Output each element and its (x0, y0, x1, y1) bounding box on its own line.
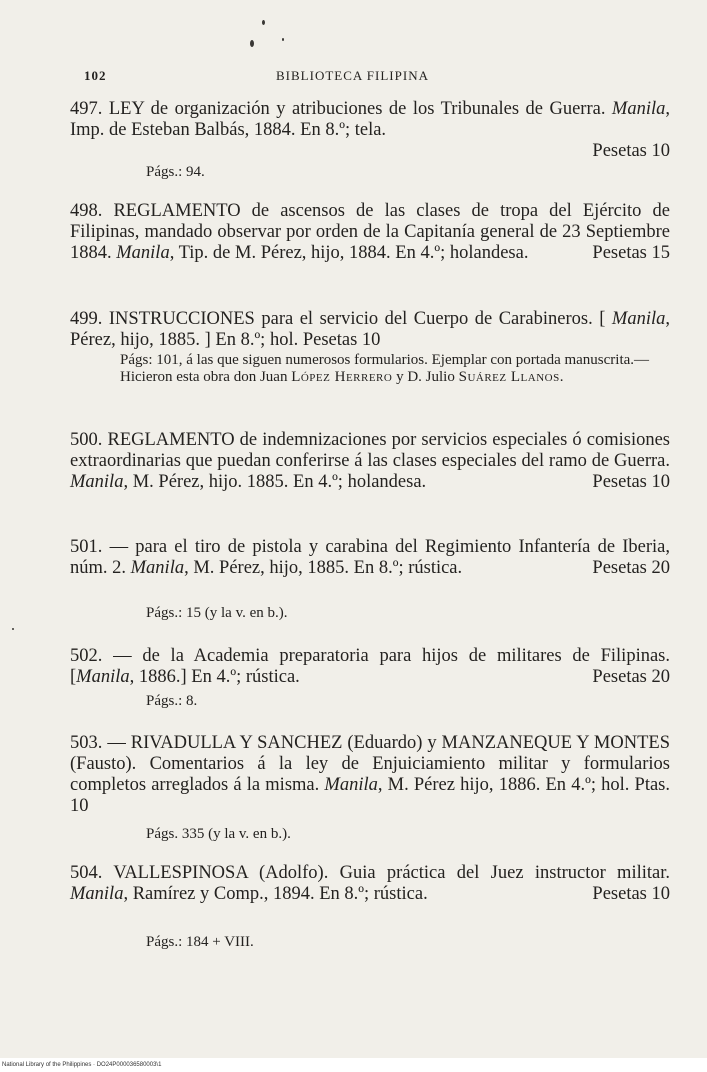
entry-price: Pesetas 10 (592, 472, 670, 492)
catalog-entry-500 (70, 430, 670, 493)
entry-imprint: , M. Pérez, hijo, 1885. En 8.º; rústica. (184, 558, 463, 578)
entry-imprint: , 1886.] En 4.º; rústica. (129, 667, 300, 687)
entry-place: Manila (130, 558, 185, 578)
entry-note (120, 352, 670, 386)
entry-number: 499. (70, 309, 103, 329)
entry-number: 504. (70, 863, 103, 883)
note-author: López Herrero (291, 369, 393, 385)
entry-place: Manila (70, 884, 124, 904)
note-text: Págs: 101, á las que siguen numerosos formularios. Ejemplar con portada manuscrita.—Hicieron esta obra don Juan (120, 352, 650, 385)
catalog-entry-499 (70, 309, 670, 351)
entry-place: Manila (70, 472, 124, 492)
note-author: Suárez Llanos (458, 369, 560, 385)
entry-place: Manila (76, 667, 130, 687)
entry-place: Manila (324, 775, 378, 795)
entry-imprint: , M. Pérez hijo, 1886. En 4.º; hol. Ptas. 10 (70, 775, 671, 816)
entry-number: 502. (70, 646, 103, 666)
entry-number: 500. (70, 430, 103, 450)
entry-text: — de la Academia preparatoria para hijos de militares de Filipinas. [ (70, 646, 670, 687)
note-text: y D. Julio (392, 369, 459, 385)
entry-imprint: , Ramírez y Comp., 1894. En 8.º; rústica. (123, 884, 428, 904)
entry-price: Pesetas 10 (592, 884, 670, 904)
ink-speck (12, 628, 14, 630)
entry-place: Manila (611, 309, 666, 329)
note-text: . (559, 369, 564, 385)
catalog-entry-498 (70, 201, 670, 264)
ink-speck (262, 20, 265, 25)
entry-price: Pesetas 20 (592, 558, 670, 578)
catalog-entry-501 (70, 537, 670, 579)
entry-price: Pesetas 10 (592, 141, 670, 161)
entry-text: REGLAMENTO de indemnizaciones por servicios especiales ó comisiones extraordinarias que puedan conferirse á las clases especiales del ramo de Guerra. (70, 430, 670, 471)
entry-imprint: , M. Pérez, hijo. 1885. En 4.º; holandesa. (123, 472, 427, 492)
entry-price: Pesetas 15 (592, 243, 670, 263)
catalog-entry-497 (70, 99, 670, 162)
catalog-entry-503 (70, 733, 670, 817)
entry-note: Págs.: 184 + VIII. (146, 934, 254, 950)
entry-text: — RIVADULLA Y SANCHEZ (Eduardo) y MANZANEQUE Y MONTES (Fausto). Comentarios á la ley de Enjuiciamiento militar y formularios completos arreglados á la misma. (70, 733, 670, 795)
entry-note: Págs.: 94. (146, 164, 205, 180)
entry-price: Pesetas 20 (592, 667, 670, 687)
entry-number: 497. (70, 99, 103, 119)
ink-speck (250, 40, 254, 47)
catalog-entry-502 (70, 646, 670, 688)
entry-place: Manila (116, 243, 170, 263)
entry-place: Manila (611, 99, 666, 119)
entry-text: LEY de organización y atribuciones de los Tribunales de Guerra. (102, 99, 612, 119)
entry-note: Págs.: 15 (y la v. en b.). (146, 605, 288, 621)
source-footer: National Library of the Philippines · DO24P000036580003\1 (2, 1062, 162, 1068)
running-title: BIBLIOTECA FILIPINA (276, 68, 429, 83)
entry-number: 503. (70, 733, 103, 753)
entry-note: Págs. 335 (y la v. en b.). (146, 826, 291, 842)
entry-text: INSTRUCCIONES para el servicio del Cuerpo de Carabineros. [ (102, 309, 612, 329)
entry-number: 501. (70, 537, 103, 557)
entry-imprint: , Pérez, hijo, 1885. ] En 8.º; hol. Pesetas 10 (70, 309, 670, 350)
entry-number: 498. (70, 201, 103, 221)
catalog-entry-504 (70, 863, 670, 905)
ink-speck (282, 38, 284, 41)
entry-text: — para el tiro de pistola y carabina del Regimiento Infantería de Iberia, núm. 2. (70, 537, 670, 578)
entry-note: Págs.: 8. (146, 693, 198, 709)
entry-imprint: , Tip. de M. Pérez, hijo, 1884. En 4.º; holandesa. (169, 243, 529, 263)
entry-imprint: , Imp. de Esteban Balbás, 1884. En 8.º; tela. (70, 99, 670, 140)
page-number: 102 (84, 68, 107, 83)
entry-text: REGLAMENTO de ascensos de las clases de tropa del Ejército de Filipinas, mandado observar por orden de la Capitanía general de 23 Septiembre 1884. (70, 201, 670, 263)
entry-text: VALLESPINOSA (Adolfo). Guia práctica del Juez instructor militar. (102, 863, 670, 883)
